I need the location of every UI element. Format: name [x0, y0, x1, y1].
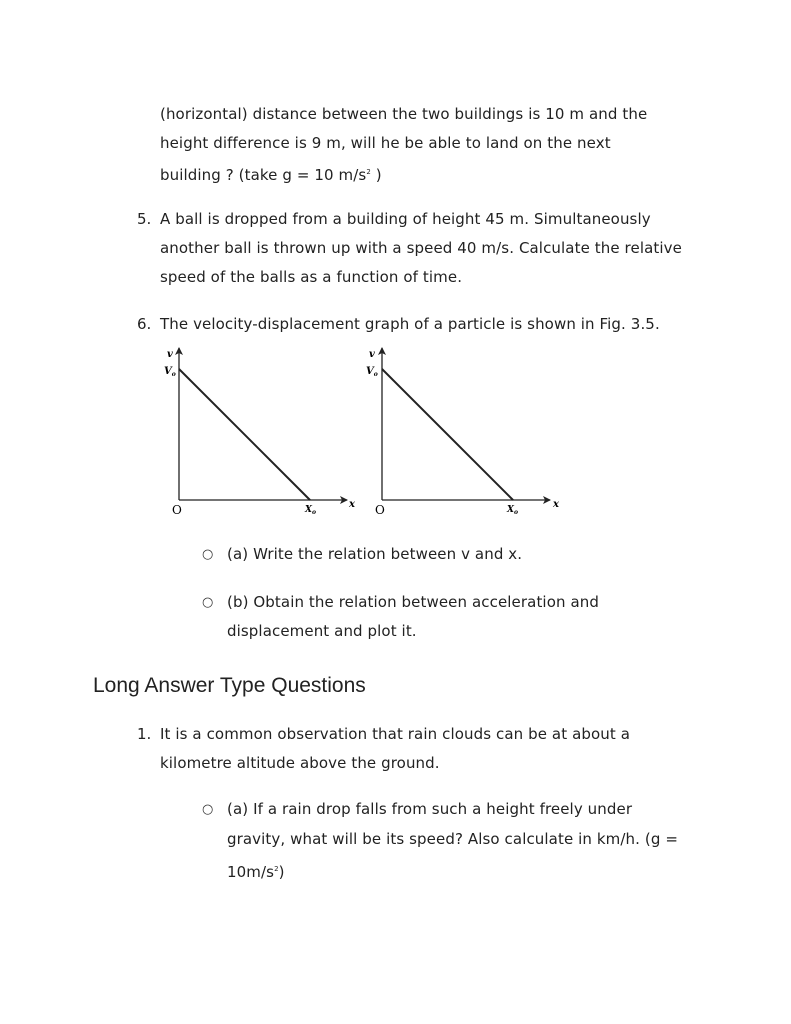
la1-number: 1.	[137, 725, 152, 743]
sub-b-line-1: (b) Obtain the relation between acceleration and	[227, 593, 599, 611]
section-heading: Long Answer Type Questions	[93, 674, 366, 697]
graph-right-x-label: x	[553, 499, 559, 510]
graph-right-origin-label: O	[375, 503, 385, 517]
graph-right-v0-label: $V_o$	[366, 366, 378, 378]
la1-a-line-3-text: 10m/s	[227, 863, 275, 881]
q6-text: The velocity-displacement graph of a particle is shown in Fig. 3.5.	[160, 315, 660, 333]
graph-left-x0-label: $X_o$	[305, 505, 316, 516]
graph-left	[164, 348, 356, 517]
graph-left-line	[179, 369, 310, 500]
graph-left-origin-label: O	[172, 503, 182, 517]
graph-left-x-label: x	[349, 499, 355, 510]
sub-a-bullet: ○	[202, 547, 214, 562]
q5-line-2: another ball is thrown up with a speed 40 m/s. Calculate the relative	[160, 239, 682, 257]
intro-line-3-text: building ? (take g = 10 m/s	[160, 166, 367, 184]
graph-left-v0-label: $V_o$	[164, 366, 176, 378]
q5-line-3: speed of the balls as a function of time.	[160, 268, 463, 286]
intro-line-2: height difference is 9 m, will he be able to land on the next	[160, 134, 611, 152]
la1-a-tail: )	[278, 863, 285, 881]
la1-a-line-3	[227, 859, 285, 882]
la1-a-superscript: 2	[274, 865, 279, 873]
velocity-displacement-figure	[155, 340, 575, 525]
intro-line-1: (horizontal) distance between the two buildings is 10 m and the	[160, 105, 648, 123]
intro-tail: )	[370, 166, 382, 184]
graph-right	[366, 348, 560, 517]
la1-a-bullet: ○	[202, 802, 214, 817]
la1-a-line-1: (a) If a rain drop falls from such a height freely under	[227, 800, 633, 818]
q6-number: 6.	[137, 315, 152, 333]
sub-b-line-2: displacement and plot it.	[227, 622, 417, 640]
graph-right-v-label: v	[369, 349, 375, 360]
q5-number: 5.	[137, 210, 152, 228]
graph-right-x0-label: $X_o$	[507, 505, 518, 516]
la1-line-1: It is a common observation that rain clouds can be at about a	[160, 725, 631, 743]
intro-superscript: 2	[366, 168, 371, 176]
intro-line-3	[160, 162, 382, 185]
la1-a-line-2: gravity, what will be its speed? Also calculate in km/h. (g =	[227, 830, 679, 848]
sub-b-bullet: ○	[202, 595, 214, 610]
graph-right-line	[382, 369, 513, 500]
sub-a-text: (a) Write the relation between v and x.	[227, 545, 523, 563]
q5-line-1: A ball is dropped from a building of height 45 m. Simultaneously	[160, 210, 651, 228]
la1-line-2: kilometre altitude above the ground.	[160, 754, 440, 772]
graph-left-v-label: v	[167, 349, 173, 360]
